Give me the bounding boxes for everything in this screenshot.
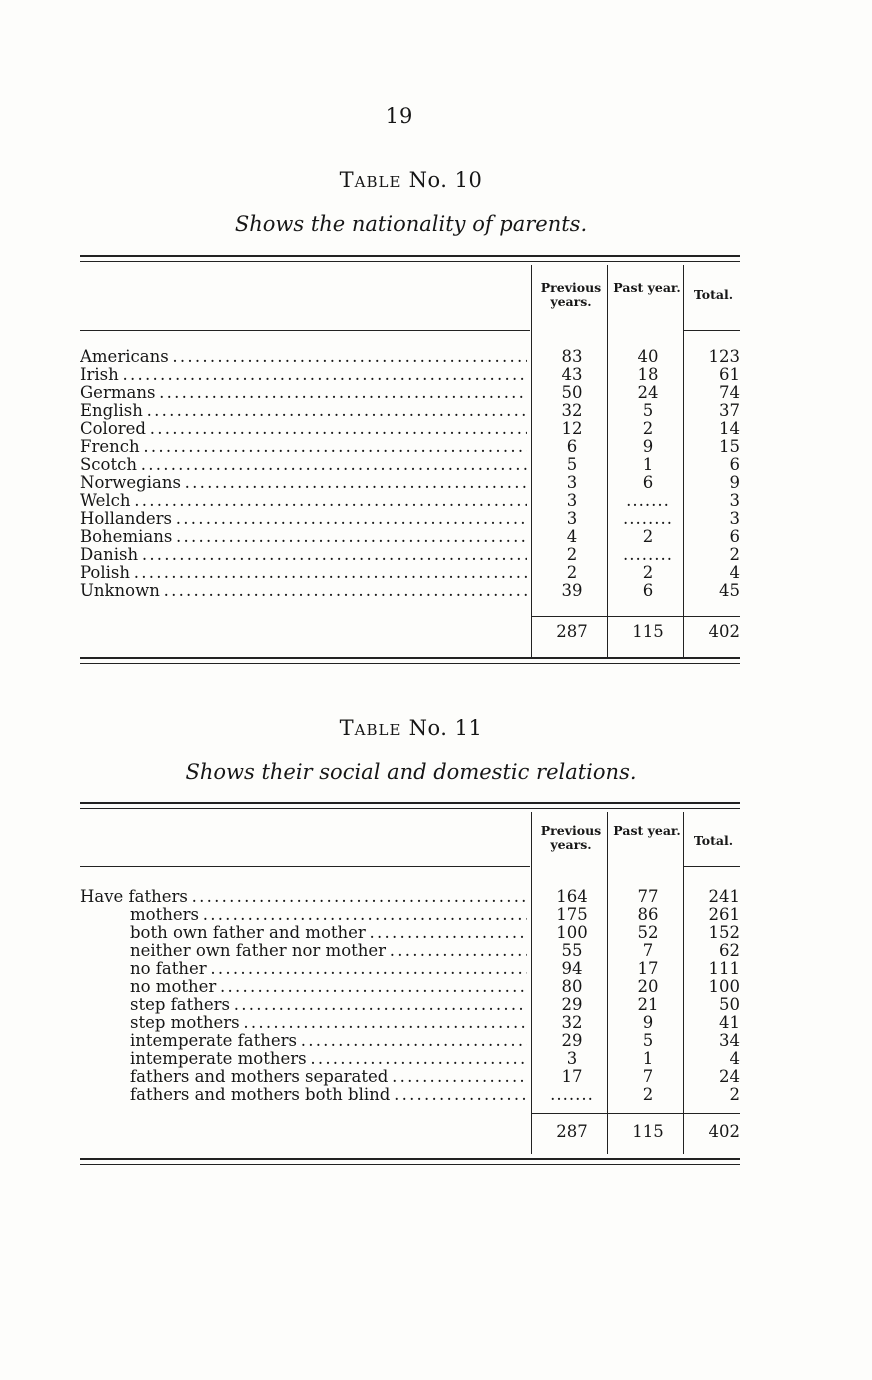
cell-total: 41: [719, 1013, 740, 1032]
totals-rule: [531, 1113, 740, 1114]
header-past-year: Past year.: [613, 280, 681, 295]
cell-past: .......: [626, 491, 670, 510]
table-row: [80, 474, 740, 492]
table-row: [80, 510, 740, 528]
cell-previous: 3: [566, 491, 578, 510]
cell-past: 2: [642, 563, 654, 582]
row-label: no father . . .: [130, 960, 527, 978]
row-label: Colored . . .: [80, 420, 527, 438]
total-previous: 287: [556, 1122, 588, 1141]
row-label: Hollanders . . .: [80, 510, 527, 528]
row-label: Polish . . .: [80, 564, 527, 582]
header-rule-right: [684, 330, 740, 331]
row-label: French . . .: [80, 438, 527, 456]
cell-past: 21: [637, 995, 659, 1014]
cell-total: 4: [729, 1049, 740, 1068]
cell-past: 1: [642, 1049, 654, 1068]
row-label: both own father and mother . . .: [130, 924, 527, 942]
cell-total: 37: [719, 401, 740, 420]
row-label: step fathers . . .: [130, 996, 527, 1014]
cell-previous: 29: [561, 1031, 583, 1050]
row-label: Scotch . . .: [80, 456, 527, 474]
row-label: Bohemians . . .: [80, 528, 527, 546]
totals-rule: [531, 616, 740, 617]
table-10-title-number: No. 10: [408, 168, 483, 192]
cell-past: 86: [637, 905, 659, 924]
cell-previous: 100: [556, 923, 588, 942]
table-row: [80, 1050, 740, 1068]
table-row: [80, 1068, 740, 1086]
cell-total: 14: [719, 419, 740, 438]
cell-past: 9: [642, 437, 654, 456]
row-label: Danish . . .: [80, 546, 527, 564]
cell-past: 5: [642, 1031, 654, 1050]
table-10-title-word: Table: [339, 168, 402, 192]
table-10-subtitle: Shows the nationality of parents.: [234, 212, 588, 236]
table-row: [80, 996, 740, 1014]
row-label: mothers . . .: [130, 906, 527, 924]
header-previous-years: Previous years.: [540, 823, 602, 852]
row-label: Welch . . .: [80, 492, 527, 510]
header-rule-left: [80, 330, 530, 331]
cell-total: 2: [729, 1085, 740, 1104]
cell-total: 50: [719, 995, 740, 1014]
table-row: [80, 906, 740, 924]
top-rule-thin: [80, 808, 740, 809]
cell-total: 3: [729, 491, 740, 510]
table-11-title-word: Table: [339, 716, 402, 740]
table-row: [80, 384, 740, 402]
table-row: [80, 564, 740, 582]
table-row: [80, 888, 740, 906]
cell-total: 15: [719, 437, 740, 456]
cell-past: 1: [642, 455, 654, 474]
header-rule-left: [80, 866, 530, 867]
cell-previous: .......: [550, 1085, 594, 1104]
cell-previous: 164: [556, 887, 588, 906]
cell-previous: 12: [561, 419, 583, 438]
cell-total: 261: [708, 905, 740, 924]
table-row: [80, 942, 740, 960]
cell-past: 5: [642, 401, 654, 420]
cell-previous: 3: [566, 1049, 578, 1068]
cell-previous: 3: [566, 473, 578, 492]
table-row: [80, 924, 740, 942]
table-11-subtitle: Shows their social and domestic relations.: [185, 760, 637, 784]
cell-past: 9: [642, 1013, 654, 1032]
cell-previous: 50: [561, 383, 583, 402]
cell-previous: 4: [566, 527, 578, 546]
cell-previous: 17: [561, 1067, 583, 1086]
cell-past: 7: [642, 941, 654, 960]
table-row: [80, 960, 740, 978]
cell-previous: 55: [561, 941, 583, 960]
cell-past: ........: [623, 545, 673, 564]
cell-total: 152: [708, 923, 740, 942]
row-label: Norwegians . . .: [80, 474, 527, 492]
table-row: [80, 1032, 740, 1050]
cell-past: 17: [637, 959, 659, 978]
row-label: Unknown . . .: [80, 582, 527, 600]
top-rule: [80, 802, 740, 804]
row-label: no mother . . .: [130, 978, 527, 996]
cell-past: 2: [642, 527, 654, 546]
cell-previous: 5: [566, 455, 578, 474]
total-past: 115: [632, 622, 664, 641]
cell-past: 52: [637, 923, 659, 942]
cell-total: 34: [719, 1031, 740, 1050]
cell-previous: 3: [566, 509, 578, 528]
cell-past: 2: [642, 1085, 654, 1104]
bottom-rule-thin: [80, 663, 740, 664]
bottom-rule: [80, 657, 740, 659]
cell-total: 4: [729, 563, 740, 582]
row-label: fathers and mothers separated . . .: [130, 1068, 527, 1086]
row-label: Irish . . .: [80, 366, 527, 384]
row-label: Germans . . .: [80, 384, 527, 402]
cell-total: 123: [708, 347, 740, 366]
row-label: step mothers . . .: [130, 1014, 527, 1032]
cell-total: 9: [729, 473, 740, 492]
table-row: [80, 456, 740, 474]
row-label: intemperate fathers . . .: [130, 1032, 527, 1050]
cell-previous: 39: [561, 581, 583, 600]
cell-total: 61: [719, 365, 740, 384]
table-row: [80, 402, 740, 420]
table-row: [80, 582, 740, 600]
row-label: Have fathers . . .: [80, 888, 527, 906]
table-11-title: [0, 716, 822, 740]
cell-total: 2: [729, 545, 740, 564]
top-rule: [80, 255, 740, 257]
total-past: 115: [632, 1122, 664, 1141]
cell-total: 6: [729, 455, 740, 474]
header-rule-right: [684, 866, 740, 867]
table-row: [80, 492, 740, 510]
cell-previous: 2: [566, 545, 578, 564]
table-row: [80, 528, 740, 546]
cell-past: 40: [637, 347, 659, 366]
table-11: [80, 802, 740, 1172]
table-10-title: [0, 168, 822, 192]
table-row: [80, 420, 740, 438]
bottom-rule-thin: [80, 1164, 740, 1165]
header-total: Total.: [693, 287, 734, 302]
cell-previous: 2: [566, 563, 578, 582]
table-row: [80, 366, 740, 384]
cell-past: 77: [637, 887, 659, 906]
cell-past: 18: [637, 365, 659, 384]
cell-past: 6: [642, 581, 654, 600]
table-row: [80, 978, 740, 996]
row-label: fathers and mothers both blind . . .: [130, 1086, 527, 1104]
cell-previous: 83: [561, 347, 583, 366]
cell-previous: 6: [566, 437, 578, 456]
bottom-rule: [80, 1158, 740, 1160]
cell-total: 111: [708, 959, 740, 978]
cell-past: ........: [623, 509, 673, 528]
cell-past: 20: [637, 977, 659, 996]
table-10: [80, 255, 740, 665]
header-past-year: Past year.: [613, 823, 681, 838]
table-row: [80, 438, 740, 456]
cell-past: 24: [637, 383, 659, 402]
top-rule-thin: [80, 261, 740, 262]
cell-total: 241: [708, 887, 740, 906]
cell-total: 6: [729, 527, 740, 546]
header-total: Total.: [693, 833, 734, 848]
cell-previous: 43: [561, 365, 583, 384]
row-label: neither own father nor mother . . .: [130, 942, 527, 960]
total-total: 402: [708, 1122, 740, 1141]
cell-total: 62: [719, 941, 740, 960]
total-previous: 287: [556, 622, 588, 641]
table-row: [80, 546, 740, 564]
table-row: [80, 1014, 740, 1032]
cell-total: 45: [719, 581, 740, 600]
total-total: 402: [708, 622, 740, 641]
cell-previous: 94: [561, 959, 583, 978]
cell-previous: 32: [561, 401, 583, 420]
row-label: intemperate mothers . . .: [130, 1050, 527, 1068]
table-row: [80, 1086, 740, 1104]
table-11-title-number: No. 11: [408, 716, 483, 740]
cell-past: 6: [642, 473, 654, 492]
row-label: Americans . . .: [80, 348, 527, 366]
row-label: English . . .: [80, 402, 527, 420]
page-number: 19: [385, 104, 413, 128]
table-row: [80, 348, 740, 366]
cell-previous: 29: [561, 995, 583, 1014]
cell-total: 24: [719, 1067, 740, 1086]
header-previous-years: Previous years.: [540, 280, 602, 309]
cell-total: 3: [729, 509, 740, 528]
cell-past: 7: [642, 1067, 654, 1086]
cell-previous: 80: [561, 977, 583, 996]
cell-previous: 32: [561, 1013, 583, 1032]
cell-previous: 175: [556, 905, 588, 924]
cell-total: 74: [719, 383, 740, 402]
cell-past: 2: [642, 419, 654, 438]
cell-total: 100: [708, 977, 740, 996]
